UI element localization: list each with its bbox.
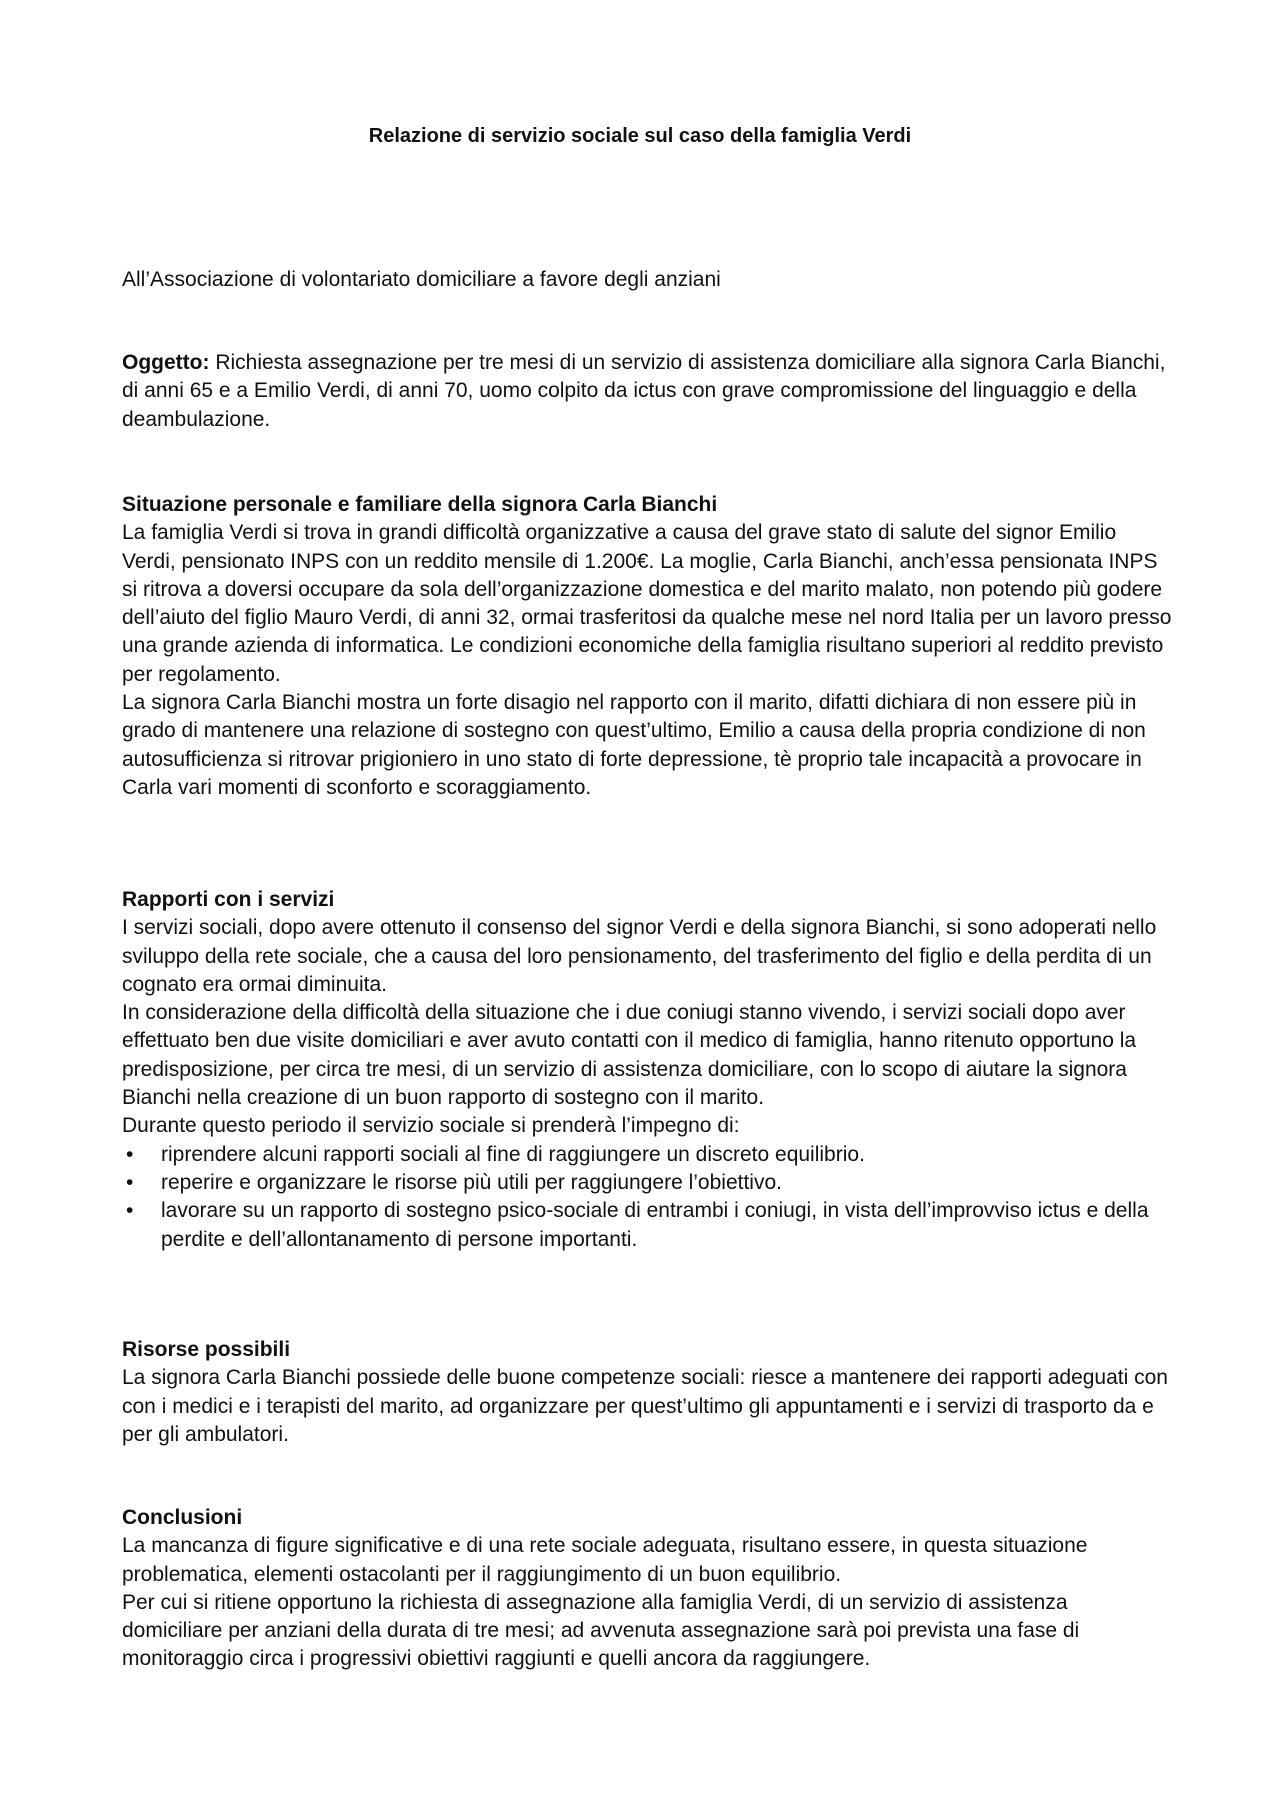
paragraph: I servizi sociali, dopo avere ottenuto il consenso del signor Verdi e della signora Bianchi, si sono adoperati nello sviluppo della rete sociale, che a causa del loro pensionamento, del trasferimento del figlio e della perdita di un cognato era ormai diminuita.: [122, 916, 1157, 996]
paragraph: La signora Carla Bianchi mostra un forte disagio nel rapporto con il marito, difatti dichiara di non essere più in grado di mantenere una relazione di sostegno con quest’ultimo, Emilio a causa della propria condizione di non autosufficienza si ritrovar prigioniero in uno stato di forte depressione, tè proprio tale incapacità a provocare in Carla vari momenti di sconforto e scoraggiamento.: [122, 691, 1146, 799]
section-heading: Conclusioni: [122, 1506, 243, 1529]
list-item: [122, 1141, 1172, 1169]
section-rapporti: [122, 886, 1172, 1254]
paragraph: La famiglia Verdi si trova in grandi difficoltà organizzative a causa del grave stato di salute del signor Emilio Verdi, pensionato INPS con un reddito mensile di 1.200€. La moglie, Carla Bianchi, anch’essa pensionata INPS si ritrova a doversi occupare da sola dell’organizzazione domestica e del marito malato, non potendo più godere dell’aiuto del figlio Mauro Verdi, di anni 32, ormai trasferitosi da qualche mese nel nord Italia per un lavoro presso una grande azienda di informatica. Le condizioni economiche della famiglia risultano superiori al reddito previsto per regolamento.: [122, 521, 1172, 686]
list-item: [122, 1169, 1172, 1197]
recipient-line: All’Associazione di volontariato domiciliare a favore degli anziani: [122, 268, 721, 291]
subject-block: [122, 349, 1172, 434]
section-heading: Rapporti con i servizi: [122, 888, 335, 911]
list-item-text: riprendere alcuni rapporti sociali al fine di raggiungere un discreto equilibrio.: [161, 1142, 865, 1166]
list-item-text: lavorare su un rapporto di sostegno psico-sociale di entrambi i coniugi, in vista dell’improvviso ictus e della perdite e dell’allontanamento di persone importanti.: [161, 1199, 1149, 1251]
section-conclusioni: [122, 1504, 1172, 1674]
section-heading: Situazione personale e familiare della signora Carla Bianchi: [122, 493, 718, 516]
paragraph: In considerazione della difficoltà della situazione che i due coniugi stanno vivendo, i servizi sociali dopo aver effettuato ben due visite domiciliari e aver avuto contatti con il medico di famiglia, hanno ritenuto opportuno la predisposizione, per circa tre mesi, di un servizio di assistenza domiciliare, con lo scopo di aiutare la signora Bianchi nella creazione di un buon rapporto di sostegno con il marito.: [122, 1001, 1137, 1110]
paragraph: Per cui si ritiene opportuno la richiesta di assegnazione alla famiglia Verdi, di un servizio di assistenza domiciliare per anziani della durata di tre mesi; ad avvenuta assegnazione sarà poi prevista una fase di monitoraggio circa i progressivi obiettivi raggiunti e quelli ancora da raggiungere.: [122, 1590, 1080, 1671]
commitment-list: [122, 1141, 1172, 1254]
section-situazione: [122, 491, 1172, 802]
section-risorse: [122, 1336, 1172, 1449]
list-item: [122, 1197, 1172, 1254]
paragraph: La signora Carla Bianchi possiede delle buone competenze sociali: riesce a mantenere dei rapporti adeguati con con i medici e i terapisti del marito, ad organizzare per quest’ultimo gli appuntamenti e i servizi di trasporto da e per gli ambulatori.: [122, 1366, 1168, 1446]
paragraph: La mancanza di figure significative e di una rete sociale adeguata, risultano essere, in questa situazione problematica, elementi ostacolanti per il raggiungimento di un buon equilibrio.: [122, 1534, 1088, 1586]
list-item-text: reperire e organizzare le risorse più utili per raggiungere l’obiettivo.: [161, 1170, 782, 1194]
subject-paragraph: [122, 349, 1172, 434]
bullet-icon: •: [126, 1142, 134, 1166]
subject-label: Oggetto:: [122, 351, 210, 374]
section-heading: Risorse possibili: [122, 1338, 291, 1361]
bullet-icon: •: [126, 1170, 134, 1194]
bullet-icon: •: [126, 1199, 134, 1223]
recipient-block: [122, 266, 1172, 294]
document-title: Relazione di servizio sociale sul caso della famiglia Verdi: [368, 125, 912, 147]
paragraph: Durante questo periodo il servizio sociale si prenderà l’impegno di:: [122, 1114, 740, 1138]
subject-text: Richiesta assegnazione per tre mesi di un servizio di assistenza domiciliare alla signora Carla Bianchi, di anni 65 e a Emilio Verdi, di anni 70, uomo colpito da ictus con grave compromissione del linguaggio e della deambulazione.: [122, 351, 1166, 431]
